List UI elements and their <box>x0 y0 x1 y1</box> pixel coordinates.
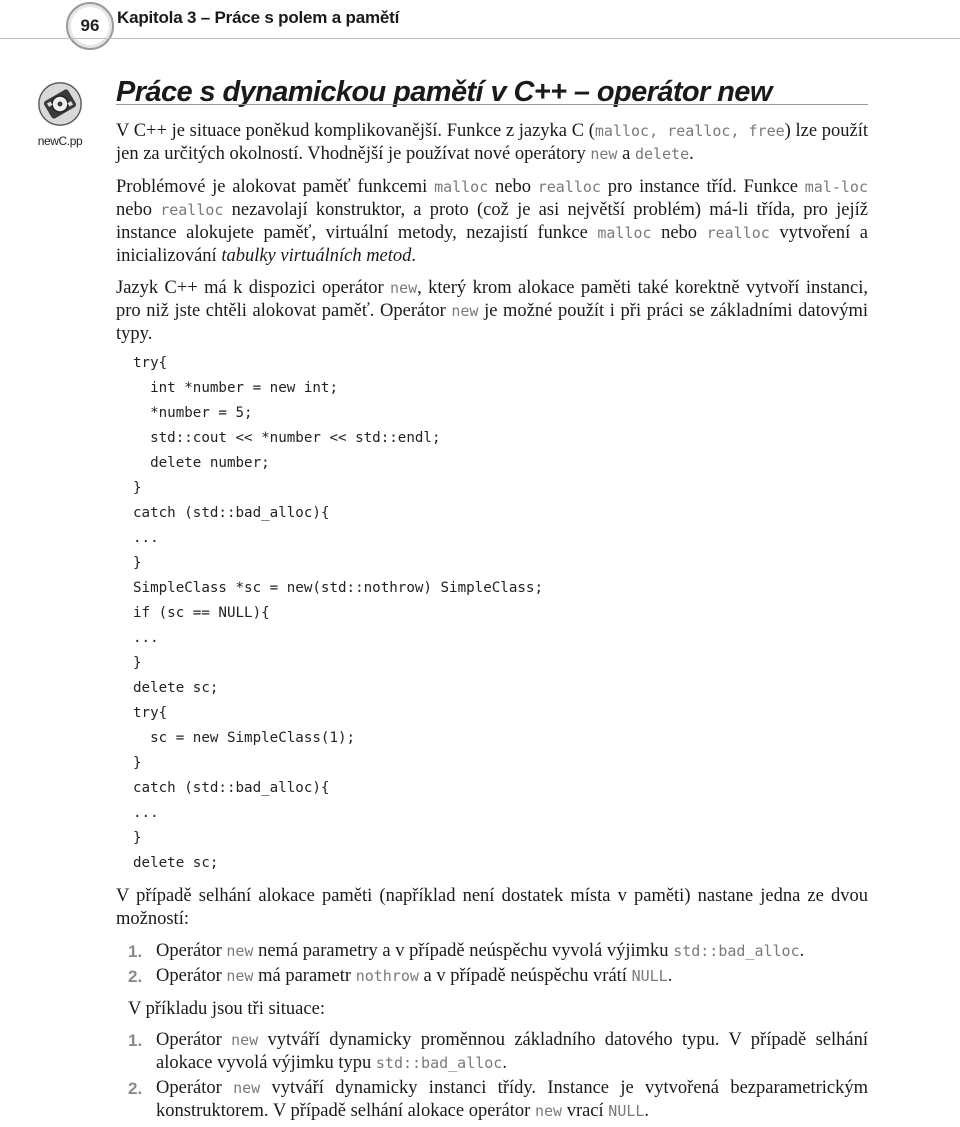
header-divider <box>0 38 960 39</box>
code-line: ... <box>133 530 159 546</box>
failure-options-list <box>128 940 868 988</box>
code-line: } <box>133 655 142 671</box>
list-item: 2. Operátor new vytváří dynamicky instanci třídy. Instance je vytvořená bezparametrickým konstruktorem. V případě selhání alokace operátor new vrací NULL. <box>128 1078 868 1121</box>
code-line: ... <box>133 805 159 821</box>
code-line: ... <box>133 630 159 646</box>
heading-divider <box>116 104 868 105</box>
paragraph-situations: V příkladu jsou tři situace: <box>128 999 325 1019</box>
code-line: delete sc; <box>133 855 219 871</box>
code-line: } <box>133 480 142 496</box>
paragraph-intro: V C++ je situace poněkud komplikovanější. Funkce z jazyka C (malloc, realloc, free) lze použít jen za určitých okolností. Vhodnější je používat nové operátory new a delete. <box>116 121 868 164</box>
margin-caption: newC.pp <box>37 134 83 148</box>
cd-disc-icon <box>36 80 84 128</box>
situations-list <box>128 1029 868 1123</box>
code-line: try{ <box>133 355 168 371</box>
code-line: delete number; <box>133 455 270 471</box>
code-line: std::cout << *number << std::endl; <box>133 430 441 446</box>
list-item: 1. Operátor new nemá parametry a v případě neúspěchu vyvolá výjimku std::bad_alloc. <box>128 941 805 961</box>
code-line: int *number = new int; <box>133 380 338 396</box>
code-line: } <box>133 755 142 771</box>
list-item: 1. Operátor new vytváří dynamicky proměnnou základního datového typu. V případě selhání alokace vyvolá výjimku typu std::bad_alloc. <box>128 1030 868 1073</box>
paragraph-new-operator: Jazyk C++ má k dispozici operátor new, který krom alokace paměti také korektně vytvoří instanci, pro niž jste chtěli alokovat paměť. Operátor new je možné použít i při práci se základními datovými typy. <box>116 278 869 344</box>
code-line: catch (std::bad_alloc){ <box>133 505 330 521</box>
paragraph-failure: V případě selhání alokace paměti (například není dostatek místa v paměti) nastane jedna ze dvou možností: <box>116 886 868 929</box>
code-line: *number = 5; <box>133 405 253 421</box>
chapter-title: Kapitola 3 – Práce s polem a pamětí <box>117 8 400 27</box>
section-heading: Práce s dynamickou pamětí v C++ – operátor new <box>116 76 772 108</box>
code-listing <box>133 351 543 876</box>
code-line: } <box>133 830 142 846</box>
paragraph-malloc-problem: Problémové je alokovat paměť funkcemi malloc nebo realloc pro instance tříd. Funkce mal-loc nebo realloc nezavolají konstruktor, a proto (což je asi největší problém) má-li třída, pro jejíž instance alokujete paměť, virtuální metody, nezajistí funkce malloc nebo realloc vytvoření a inicializování tabulky virtuálních metod. <box>116 177 869 266</box>
code-line: if (sc == NULL){ <box>133 605 270 621</box>
code-line: } <box>133 555 142 571</box>
code-line: SimpleClass *sc = new(std::nothrow) SimpleClass; <box>133 580 543 596</box>
code-line: catch (std::bad_alloc){ <box>133 780 330 796</box>
code-line: sc = new SimpleClass(1); <box>133 730 356 746</box>
page-number: 96 <box>80 16 100 35</box>
list-item: 2. Operátor new má parametr nothrow a v případě neúspěchu vrátí NULL. <box>128 966 673 986</box>
code-line: try{ <box>133 705 168 721</box>
code-line: delete sc; <box>133 680 219 696</box>
